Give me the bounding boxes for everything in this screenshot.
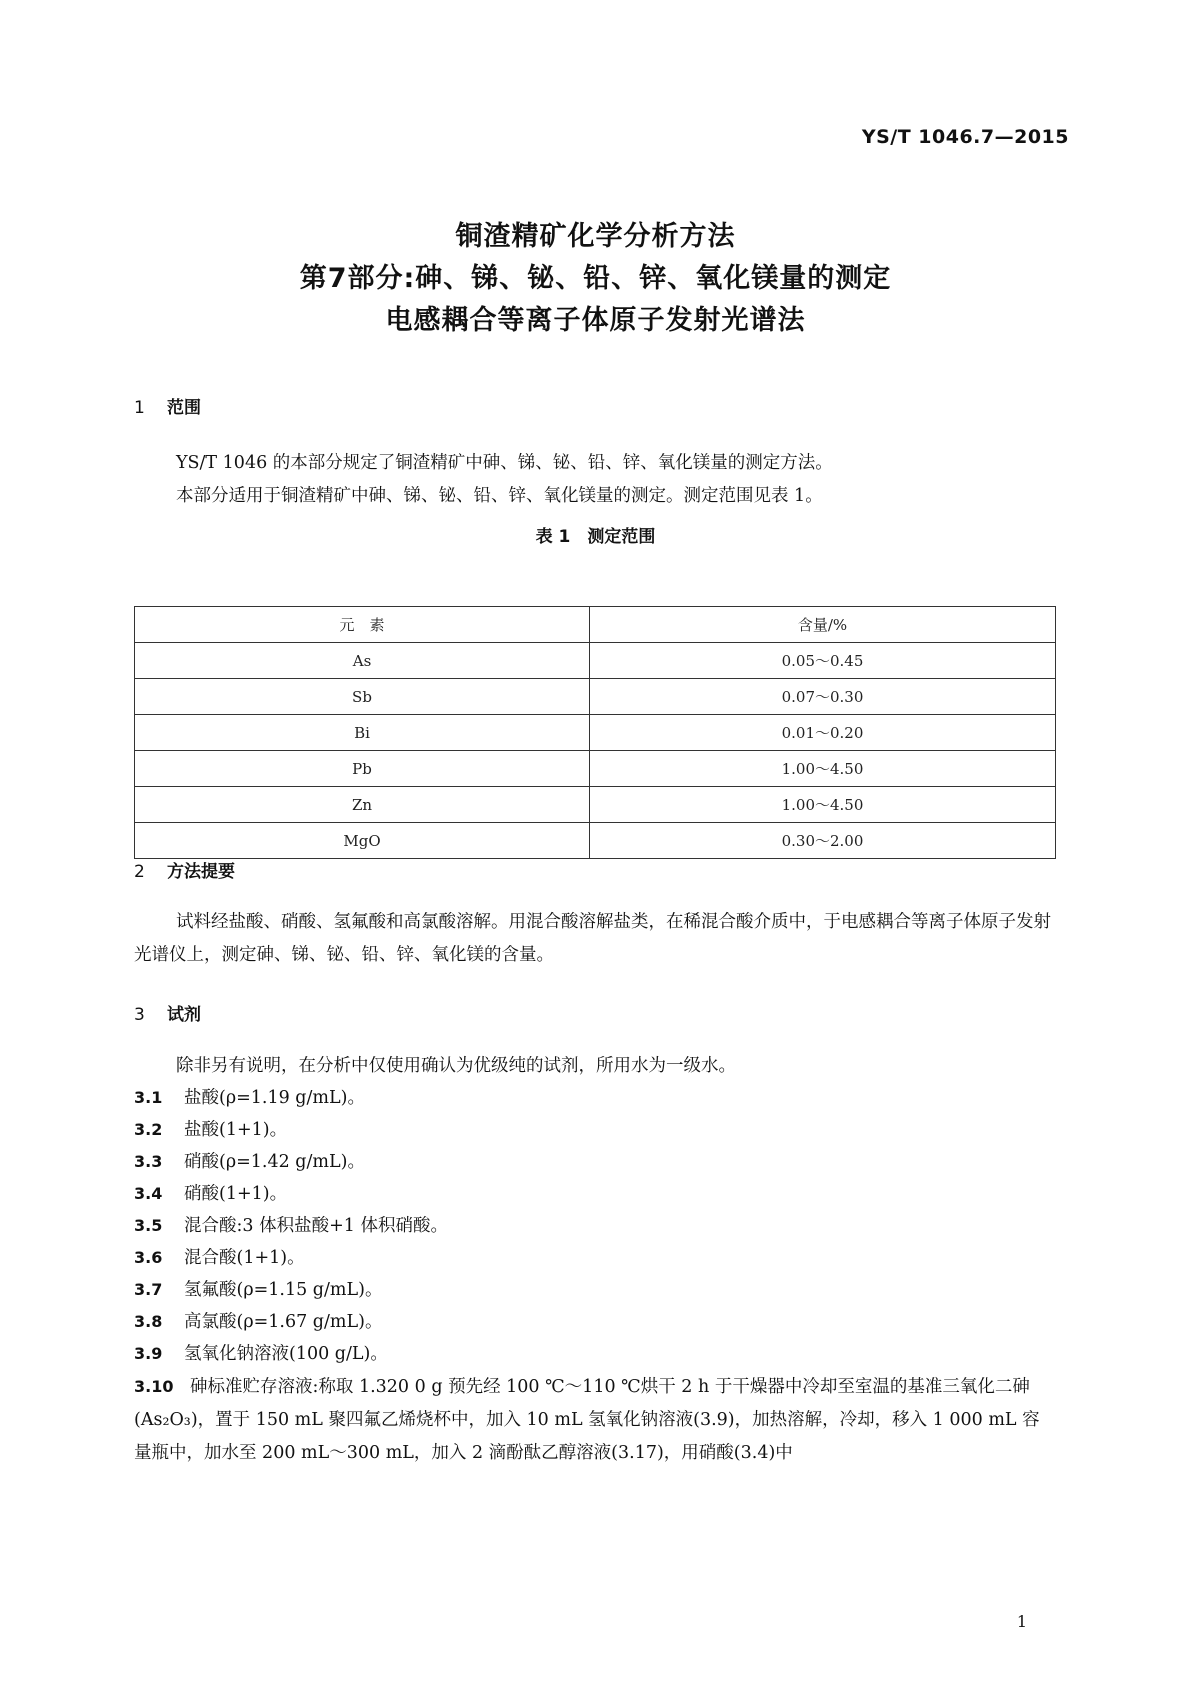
table-header-content: 含量/% xyxy=(590,607,1056,643)
reagent-item-3-10 xyxy=(134,1370,1056,1470)
item-number: 3.10 xyxy=(134,1377,174,1396)
table-cell: Sb xyxy=(135,679,590,715)
section-title: 方法提要 xyxy=(167,862,235,882)
reagent-item xyxy=(134,1274,382,1306)
item-number: 3.6 xyxy=(134,1248,163,1267)
item-text: 盐酸(ρ=1.19 g/mL)。 xyxy=(184,1088,365,1108)
item-text: 混合酸:3 体积盐酸+1 体积硝酸。 xyxy=(184,1216,448,1236)
table-cell: Bi xyxy=(135,715,590,751)
section-1-heading xyxy=(134,393,201,418)
reagent-item xyxy=(134,1082,365,1114)
table-cell: 1.00～4.50 xyxy=(590,787,1056,823)
item-text: 高氯酸(ρ=1.67 g/mL)。 xyxy=(184,1312,383,1332)
item-number: 3.5 xyxy=(134,1216,163,1235)
section-title: 试剂 xyxy=(167,1005,201,1025)
item-text: 硝酸(1+1)。 xyxy=(184,1184,288,1204)
table-cell: 0.01～0.20 xyxy=(590,715,1056,751)
item-text: 盐酸(1+1)。 xyxy=(184,1120,288,1140)
reagent-item xyxy=(134,1306,382,1338)
reagent-item xyxy=(134,1146,365,1178)
table-row xyxy=(135,679,1056,715)
reagent-item xyxy=(134,1338,388,1370)
section-2-heading xyxy=(134,857,235,882)
table-cell: Pb xyxy=(135,751,590,787)
table-header-row xyxy=(135,607,1056,643)
table-cell: As xyxy=(135,643,590,679)
table-row xyxy=(135,823,1056,859)
item-number: 3.7 xyxy=(134,1280,163,1299)
standard-number: YS/T 1046.7—2015 xyxy=(861,126,1069,148)
table-cell: MgO xyxy=(135,823,590,859)
item-text: 砷标准贮存溶液:称取 1.320 0 g 预先经 100 ℃～110 ℃烘干 2 h 于干燥器中冷却至室温的基准三氧化二砷(As₂O₃)，置于 150 mL 聚四氟乙烯烧杯中，加入 10 mL 氢氧化钠溶液(3.9)，加热溶解，冷却，移入 1 000 mL 容量瓶中，加水至 200 mL～300 mL，加入 2 滴酚酞乙醇溶液(3.17)，用硝酸(3.4)中 xyxy=(134,1377,1040,1463)
table-row xyxy=(135,751,1056,787)
section-3-intro: 除非另有说明，在分析中仅使用确认为优级纯的试剂，所用水为一级水。 xyxy=(176,1056,736,1076)
section-number: 2 xyxy=(134,862,145,882)
reagent-item xyxy=(134,1242,305,1274)
table-cell: 0.07～0.30 xyxy=(590,679,1056,715)
reagent-item xyxy=(134,1178,287,1210)
range-table xyxy=(134,606,1056,859)
page-number: 1 xyxy=(1016,1612,1027,1631)
table-row xyxy=(135,787,1056,823)
item-text: 氢氟酸(ρ=1.15 g/mL)。 xyxy=(184,1280,383,1300)
section-title: 范围 xyxy=(167,398,201,418)
item-number: 3.2 xyxy=(134,1120,163,1139)
section-3-heading xyxy=(134,1000,201,1025)
table-row xyxy=(135,715,1056,751)
item-number: 3.4 xyxy=(134,1184,163,1203)
section-1-para-1: YS/T 1046 的本部分规定了铜渣精矿中砷、锑、铋、铅、锌、氧化镁量的测定方法。 xyxy=(176,453,833,473)
section-2-para: 试料经盐酸、硝酸、氢氟酸和高氯酸溶解。用混合酸溶解盐类，在稀混合酸介质中，于电感耦合等离子体原子发射光谱仪上，测定砷、锑、铋、铅、锌、氧化镁的含量。 xyxy=(134,912,1051,965)
table-header-element: 元 素 xyxy=(135,607,590,643)
title-line-1: 铜渣精矿化学分析方法 xyxy=(455,221,736,252)
table-cell: 1.00～4.50 xyxy=(590,751,1056,787)
section-1-para-2: 本部分适用于铜渣精矿中砷、锑、铋、铅、锌、氧化镁量的测定。测定范围见表 1。 xyxy=(176,486,823,506)
table-cell: 0.30～2.00 xyxy=(590,823,1056,859)
section-number: 3 xyxy=(134,1005,145,1025)
table-cell: Zn xyxy=(135,787,590,823)
item-text: 硝酸(ρ=1.42 g/mL)。 xyxy=(184,1152,365,1172)
title-line-2: 第7部分:砷、锑、铋、铅、锌、氧化镁量的测定 xyxy=(299,263,892,294)
item-text: 混合酸(1+1)。 xyxy=(184,1248,305,1268)
reagent-item xyxy=(134,1210,448,1242)
table-row xyxy=(135,643,1056,679)
item-number: 3.8 xyxy=(134,1312,163,1331)
table-cell: 0.05～0.45 xyxy=(590,643,1056,679)
item-number: 3.3 xyxy=(134,1152,163,1171)
item-number: 3.1 xyxy=(134,1088,163,1107)
section-number: 1 xyxy=(134,398,145,418)
table-caption: 表 1 测定范围 xyxy=(535,527,656,547)
item-number: 3.9 xyxy=(134,1344,163,1363)
reagent-item xyxy=(134,1114,287,1146)
item-text: 氢氧化钠溶液(100 g/L)。 xyxy=(184,1344,388,1364)
title-line-3: 电感耦合等离子体原子发射光谱法 xyxy=(385,305,806,336)
